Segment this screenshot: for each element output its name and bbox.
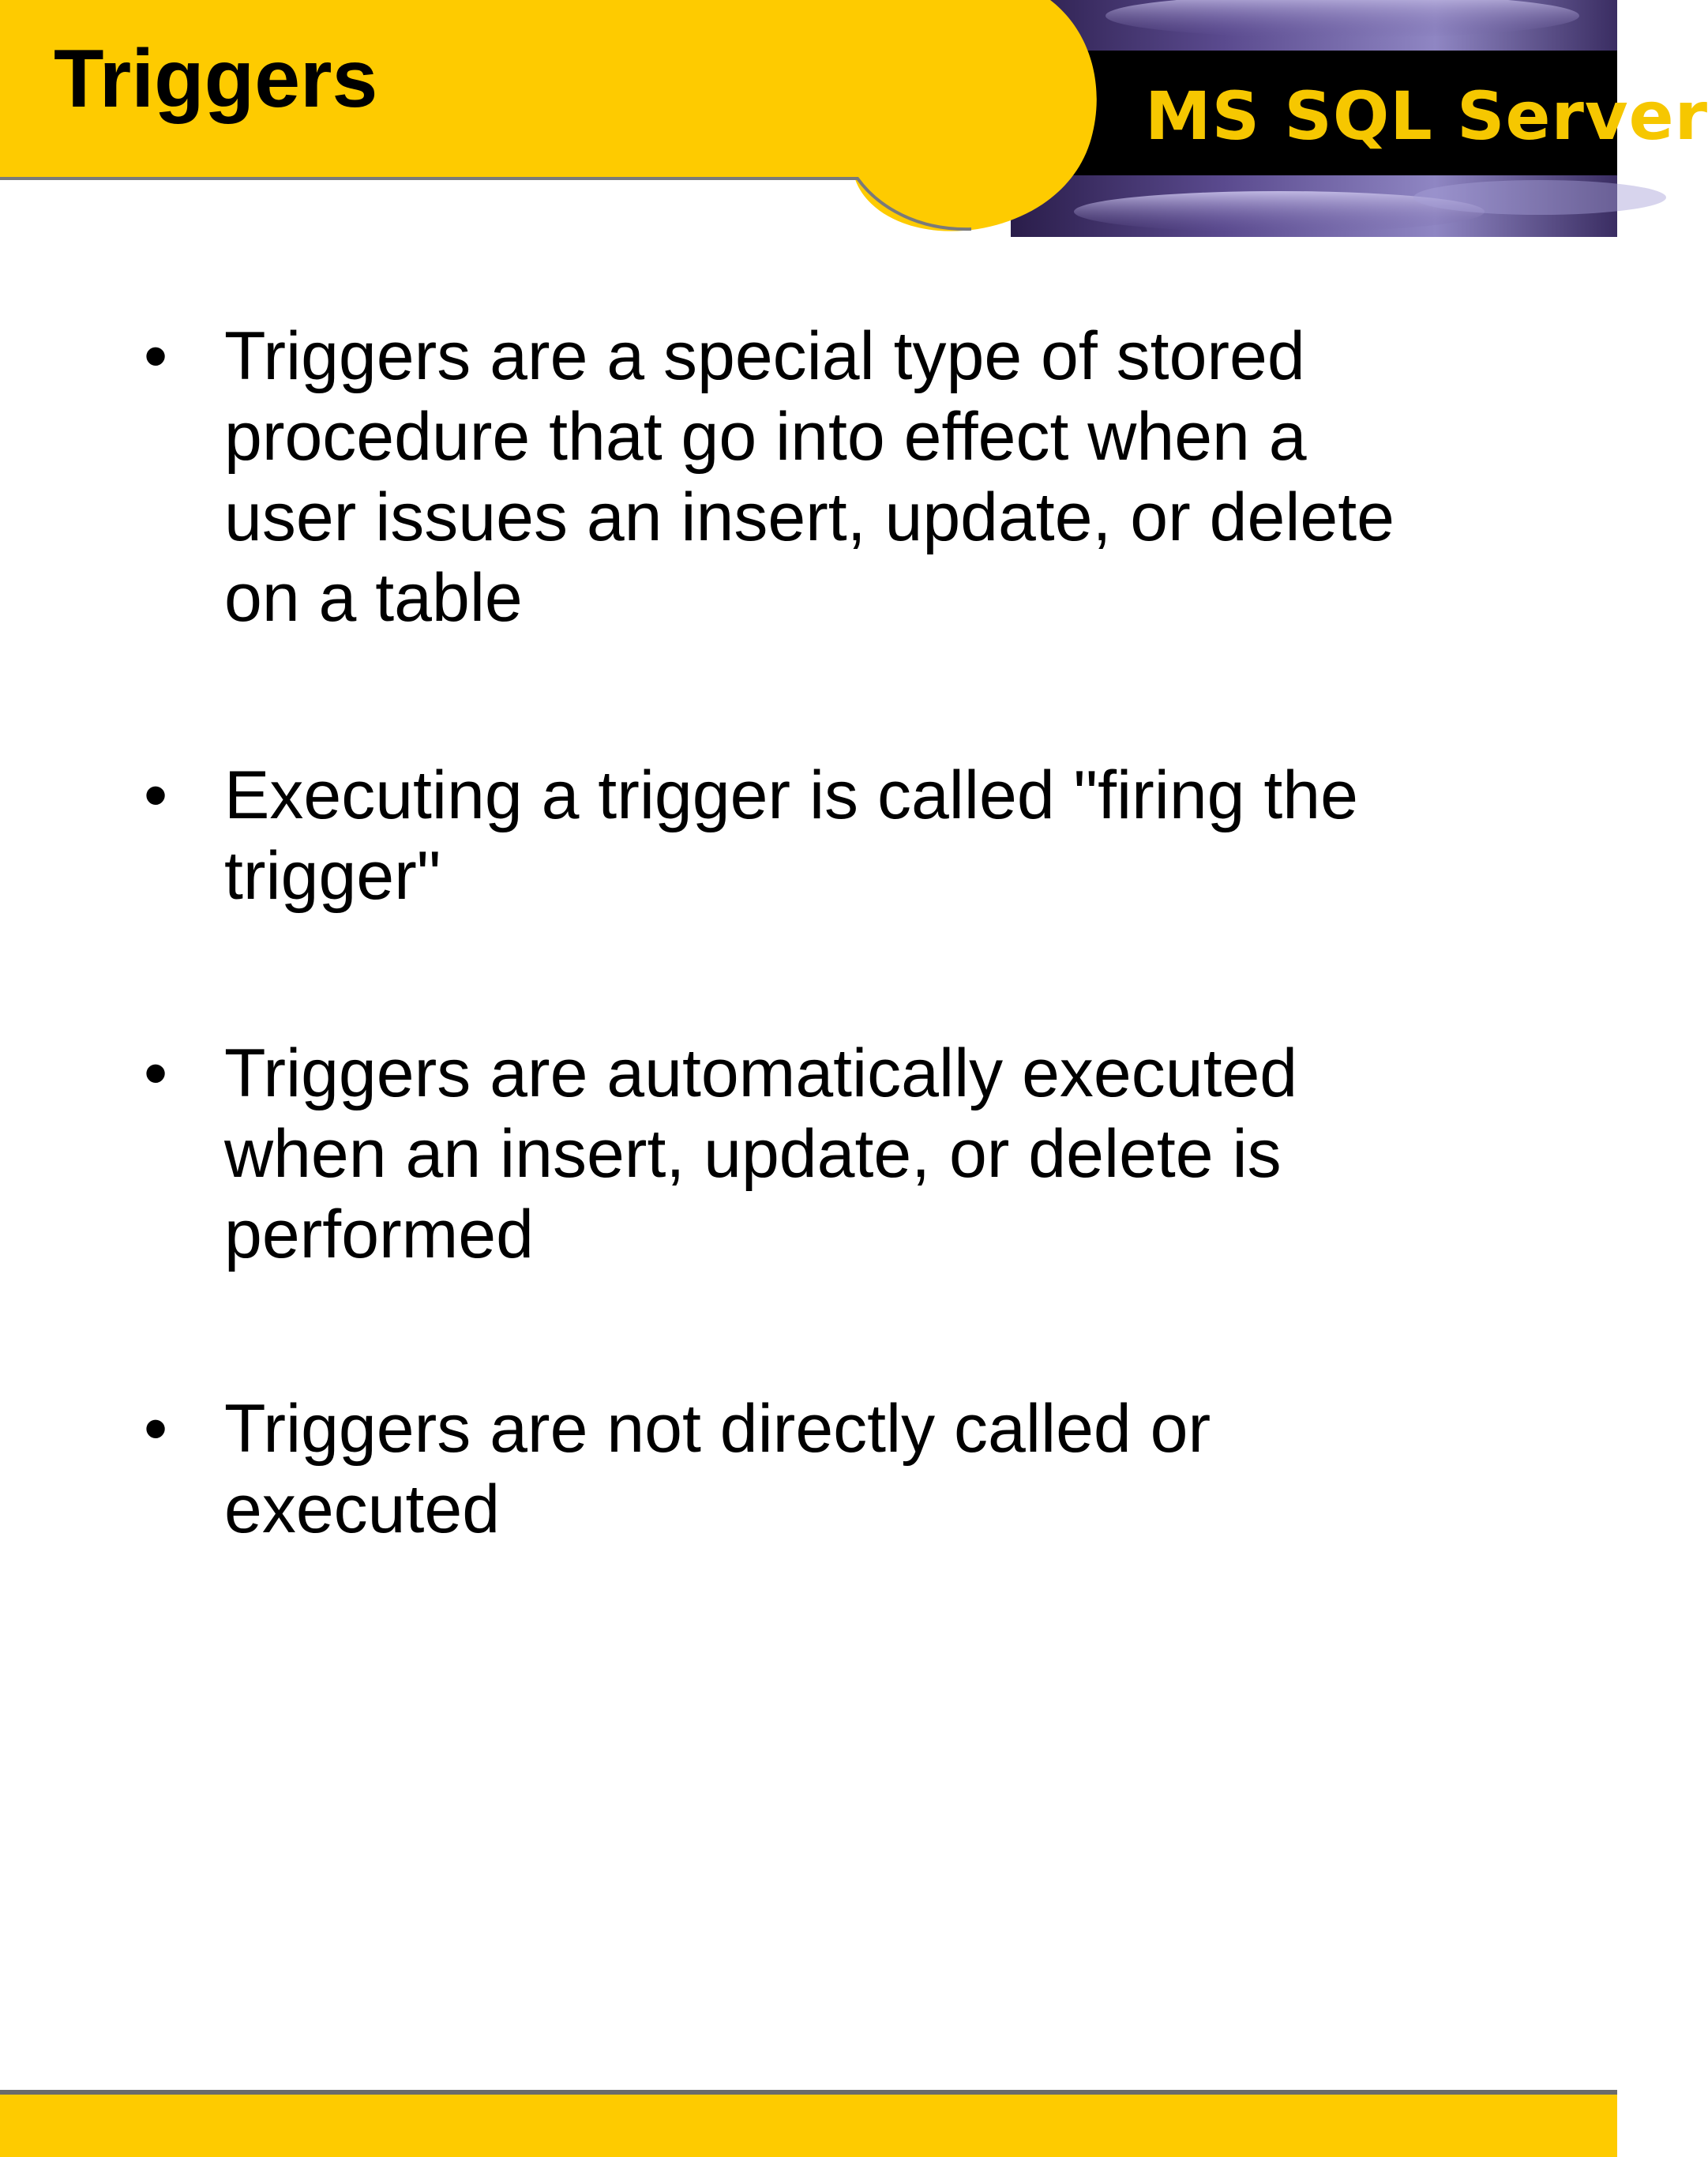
bullet-text: Triggers are automatically executed when an insert, update, or delete is performed: [224, 1035, 1298, 1272]
slide-title: Triggers: [54, 33, 378, 125]
bullet-text: Executing a trigger is called "firing the trigger": [224, 757, 1358, 914]
bullet-item: [0, 755, 1456, 916]
footer-bar: [0, 2095, 1617, 2157]
bullet-list: [0, 316, 1617, 1550]
bullet-icon: •: [144, 1035, 168, 1111]
bullet-item: [0, 1389, 1456, 1550]
bullet-text: Triggers are a special type of stored procedure that go into effect when a user issues an insert, update, or delete on a table: [224, 318, 1395, 636]
bullet-item: [0, 316, 1456, 638]
brand-logo-text: MS SQL Server: [1145, 77, 1708, 155]
bullet-item: [0, 1033, 1456, 1275]
bullet-text: Triggers are not directly called or executed: [224, 1391, 1211, 1547]
bullet-icon: •: [144, 757, 168, 833]
bullet-icon: •: [144, 318, 168, 394]
bullet-icon: •: [144, 1391, 168, 1467]
